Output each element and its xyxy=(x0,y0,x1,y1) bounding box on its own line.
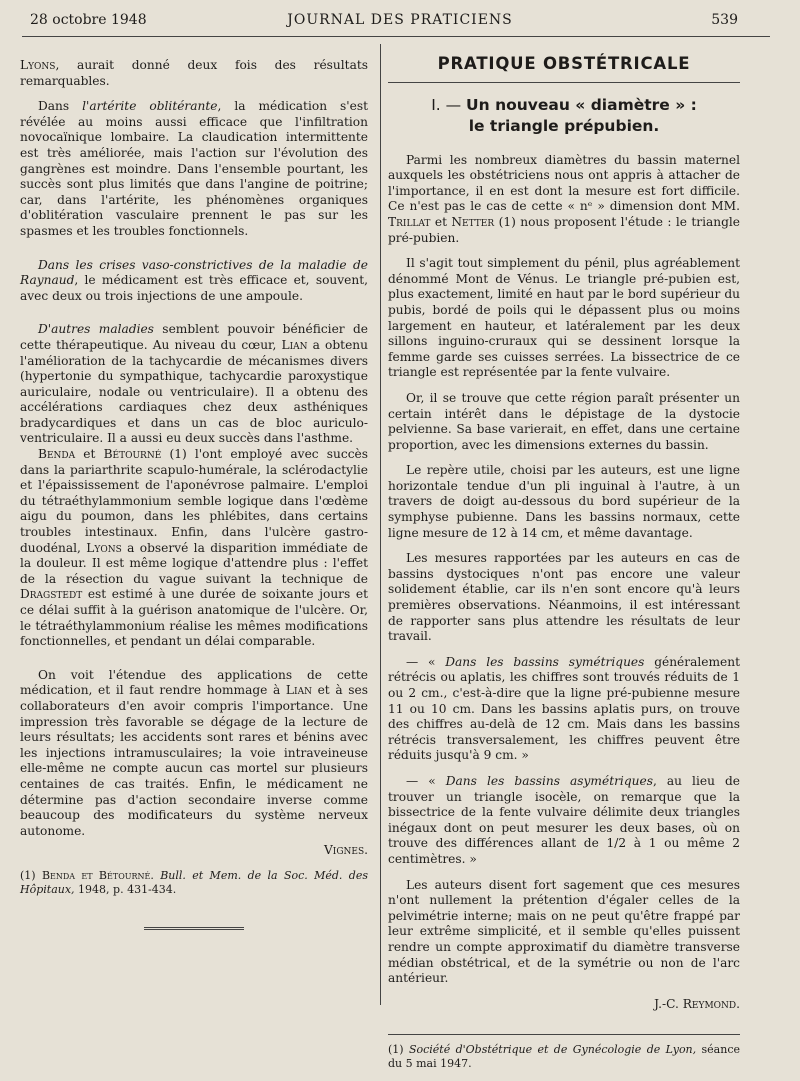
paragraph-bassins-asymetriques: — « Dans les bassins asymétriques, au lieu de trouver un triangle isocèle, on remarque que la bissectrice de la fente vulvaire délimite deux triangles inégaux dont on peut mesurer les deux bases, où on trouve des différences allant de 1/2 à 1 ou même 2 centimètres. » xyxy=(388,773,740,866)
paragraph-raynaud: Dans les crises vaso-constrictives de la maladie de Raynaud, le médicament est très efficace et, souvent, avec deux ou trois injections de une ampoule. xyxy=(20,257,368,303)
paragraph-lyons-results: Lyons, aurait donné deux fois des résultats remarquables. xyxy=(20,58,368,88)
author-name: Trillat xyxy=(388,214,431,229)
page-number: 539 xyxy=(711,12,738,28)
paragraph-benda-betourne: Benda et Bétourné (1) l'ont employé avec succès dans la pariarthrite scapulo-humérale, la sclérodactylie et l'épaississement de l'aponévrose palmaire. L'emploi du tétraéthylammonium semble logique dans l'œdème aigu du poumon, dans les phlébites, dans certains troubles intestinaux. Enfin, dans l'ulcère gastro-duodénal, Lyons a observé la disparition immédiate de la douleur. Il est même logique d'attendre plus : l'effet de la résection du vague suivant la technique de Dragstedt est estimé à une durée de soixante jours et ce délai suffit à la guérison anatomique de l'ulcère. Or, le tétraéthylammonium réalise les mêmes modifications fonctionnelles, et pendant un délai comparable. xyxy=(20,447,369,649)
paragraph-region: Or, il se trouve que cette région paraît présenter un certain intérêt dans le dépistage de la dystocie pelvienne. Sa base varierait, en effet, dans une certaine proportion, avec les dimensions externes du bassin. xyxy=(388,390,740,452)
article-title: I. — Un nouveau « diamètre » : le triangle prépubien. xyxy=(431,95,697,135)
paragraph-mesures: Les mesures rapportées par les auteurs en cas de bassins dystociques n'ont pas encore une valeur solidement établie, car ils n'en sont encore qu'à leurs premières observations. Néanmoins, il est intéressant de rapporter sans plus attendre les résultats de leur travail. xyxy=(388,551,740,644)
journal-title: JOURNAL DES PRATICIENS xyxy=(287,12,513,28)
header-rule xyxy=(22,36,770,37)
footnote-rule xyxy=(144,927,244,930)
paragraph-diametres: Parmi les nombreux diamètres du bassin maternel auxquels les obstétriciens nous ont appris à attacher de l'importance, il en est dont la mesure est fort difficile. Ce n'est pas le cas de cette « nᵉ » dimension dont MM. Trillat et Netter (1) nous proposent l'étude : le triangle pré-pubien. xyxy=(388,152,741,245)
author-name: Lian xyxy=(285,683,312,698)
signature-vignes: Vignes. xyxy=(323,843,368,858)
author-name: Bétourné xyxy=(103,447,162,462)
author-name: Netter xyxy=(451,214,495,229)
paragraph-bassins-symetriques: — « Dans les bassins symétriques généralement rétrécis ou aplatis, les chiffres sont trouvés réduits de 1 ou 2 cm., c'est-à-dire que la ligne pré-pubienne mesure 11 ou 10 cm. Dans les bassins aplatis purs, on trouve des chiffres au-delà de 12 cm. Mais dans les bassins rétrécis transversalement, les chiffres peuvent être réduits jusqu'à 9 cm. » xyxy=(388,654,740,763)
section-title: PRATIQUE OBSTÉTRICALE xyxy=(388,56,740,83)
author-name: Lyons xyxy=(86,540,122,555)
author-name: Lian xyxy=(281,337,308,352)
page-header xyxy=(0,0,800,30)
author-name: Lyons xyxy=(20,58,56,72)
author-name: Benda xyxy=(38,447,76,462)
right-column xyxy=(388,56,740,1081)
article-number: I. — xyxy=(431,95,467,114)
paragraph-penil: Il s'agit tout simplement du pénil, plus agréablement dénommé Mont de Vénus. Le triangle pré-pubien est, plus exactement, limité en haut par le bord supérieur du pubis, bordé de poils qui le dépassent plus ou moins largement en hauteur, et latéralement par les deux sillons inguino-cruraux qui se dessinent lorsque la femme garde ses cuisses serrées. La bissectrice de ce triangle est représentée par la fente vulvaire. xyxy=(388,256,740,380)
header-date: 28 octobre 1948 xyxy=(30,12,147,28)
paragraph-arterite: Dans l'artérite oblitérante, la médication s'est révélée au moins aussi efficace que l'infiltration novocaïnique lombaire. La claudication intermittente est très améliorée, mais l'action sur l'évolution des gangrènes est moindre. Dans l'ensemble pourtant, les succès sont plus limités que dans l'angine de poitrine; car, dans l'artérite, les phénomènes organiques d'oblitération vasculaire prennent le pas sur les spasmes et les troubles fonctionnels. xyxy=(20,99,368,238)
author-name: Dragstedt xyxy=(20,587,83,602)
paragraph-conclusion: On voit l'étendue des applications de cette médication, et il faut rendre hommage à Lian et à ses collaborateurs d'en avoir compris l'importance. Une impression très favorable se dégage de la lecture de leurs résultats; les accidents sont rares et bénins avec les injections intramusculaires; la voie intraveineuse elle-même ne compte aucun cas mortel sur plusieurs centaines de cas traités. Enfin, le médicament ne détermine pas d'action secondaire inverse comme beaucoup des modificateurs du système nerveux autonome. xyxy=(20,667,368,838)
footnote-right: (1) Société d'Obstétrique et de Gynécologie de Lyon, séance du 5 mai 1947. xyxy=(388,1043,740,1071)
paragraph-repere: Le repère utile, choisi par les auteurs, est une ligne horizontale tendue d'un pli inguinal à l'autre, à un travers de doigt au-dessous du bord supérieur de la symphyse pubienne. Dans les bassins normaux, cette ligne mesure de 12 à 14 cm, et même davantage. xyxy=(388,463,740,540)
footnote-left: (1) Benda et Bétourné. Bull. et Mem. de la Soc. Méd. des Hôpitaux, 1948, p. 431-434. xyxy=(20,868,368,896)
left-column xyxy=(20,58,368,930)
footnote-separator xyxy=(388,1034,740,1035)
paragraph-autres-maladies: D'autres maladies semblent pouvoir bénéficier de cette thérapeutique. Au niveau du cœur, Lian a obtenu l'amélioration de la tachycardie de mécanismes divers (hypertonie du sympathique, tachycardie paroxystique auriculaire, nodale ou ventriculaire). Il a obtenu des accélérations cardiaques chez deux asthéniques bradycardiques et dans un cas de bloc auriculo-ventriculaire. Il a aussi eu deux succès dans l'asthme. xyxy=(20,322,368,446)
column-divider xyxy=(380,44,381,1005)
paragraph-conclusion-right: Les auteurs disent fort sagement que ces mesures n'ont nullement la prétention d'égaler celles de la pelvimétrie interne; mais on ne peut qu'être frappé par leur extrême simplicité, et il semble qu'elles puissent rendre un compte approximatif du diamètre transverse médian obstétrical, et de la symétrie ou non de l'arc antérieur. xyxy=(388,877,740,986)
signature-reymond: J.-C. Reymond. xyxy=(654,996,740,1011)
